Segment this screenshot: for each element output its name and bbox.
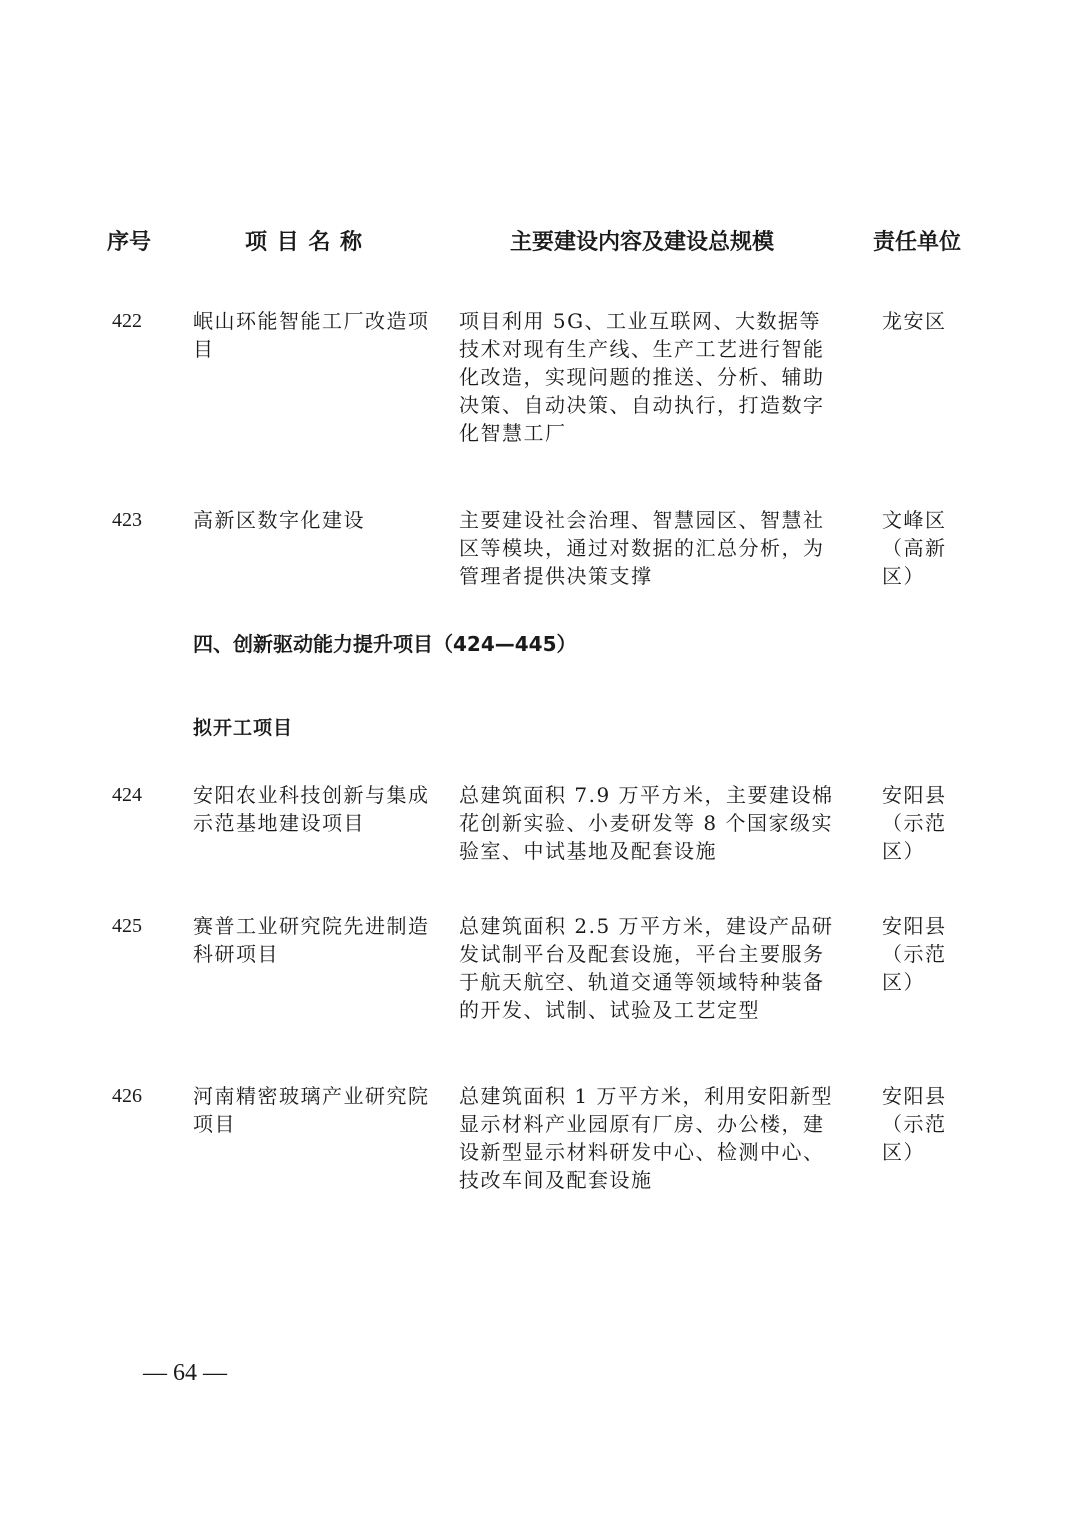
row-number: 425 xyxy=(112,915,142,937)
row-number: 426 xyxy=(112,1085,142,1107)
responsible-unit: 安阳县（示范区） xyxy=(882,783,947,863)
column-header-name: 项 目 名 称 xyxy=(245,230,363,255)
project-content: 项目利用 5G、工业互联网、大数据等技术对现有生产线、生产工艺进行智能化改造，实现问题的推送、分析、辅助决策、自动决策、自动执行，打造数字化智慧工厂 xyxy=(459,309,825,445)
project-content: 总建筑面积 7.9 万平方米，主要建设棉花创新实验、小麦研发等 8 个国家级实验室、中试基地及配套设施 xyxy=(459,783,834,863)
column-header-unit: 责任单位 xyxy=(873,230,962,255)
project-name: 安阳农业科技创新与集成示范基地建设项目 xyxy=(193,783,430,835)
row-number: 422 xyxy=(112,310,142,332)
project-name: 岷山环能智能工厂改造项目 xyxy=(193,309,430,361)
project-name: 高新区数字化建设 xyxy=(193,508,365,532)
project-content: 主要建设社会治理、智慧园区、智慧社区等模块，通过对数据的汇总分析，为管理者提供决策支撑 xyxy=(459,508,825,588)
project-content: 总建筑面积 2.5 万平方米，建设产品研发试制平台及配套设施，平台主要服务于航天航空、轨道交通等领域特种装备的开发、试制、试验及工艺定型 xyxy=(459,914,834,1022)
responsible-unit: 安阳县（示范区） xyxy=(882,914,947,994)
page-number: — 64 — xyxy=(143,1360,227,1386)
subsection-title: 拟开工项目 xyxy=(193,717,294,739)
column-header-content: 主要建设内容及建设总规模 xyxy=(510,230,775,255)
row-number: 423 xyxy=(112,509,142,531)
section-title: 四、创新驱动能力提升项目（424—445） xyxy=(193,632,577,656)
project-name: 河南精密玻璃产业研究院项目 xyxy=(193,1084,430,1136)
row-number: 424 xyxy=(112,784,142,806)
responsible-unit: 文峰区（高新区） xyxy=(882,508,947,588)
responsible-unit: 龙安区 xyxy=(882,309,947,333)
project-content: 总建筑面积 1 万平方米，利用安阳新型显示材料产业园原有厂房、办公楼，建设新型显示材料研发中心、检测中心、技改车间及配套设施 xyxy=(459,1084,833,1192)
column-header-no: 序号 xyxy=(107,230,152,255)
responsible-unit: 安阳县（示范区） xyxy=(882,1084,947,1164)
project-name: 赛普工业研究院先进制造科研项目 xyxy=(193,914,430,966)
